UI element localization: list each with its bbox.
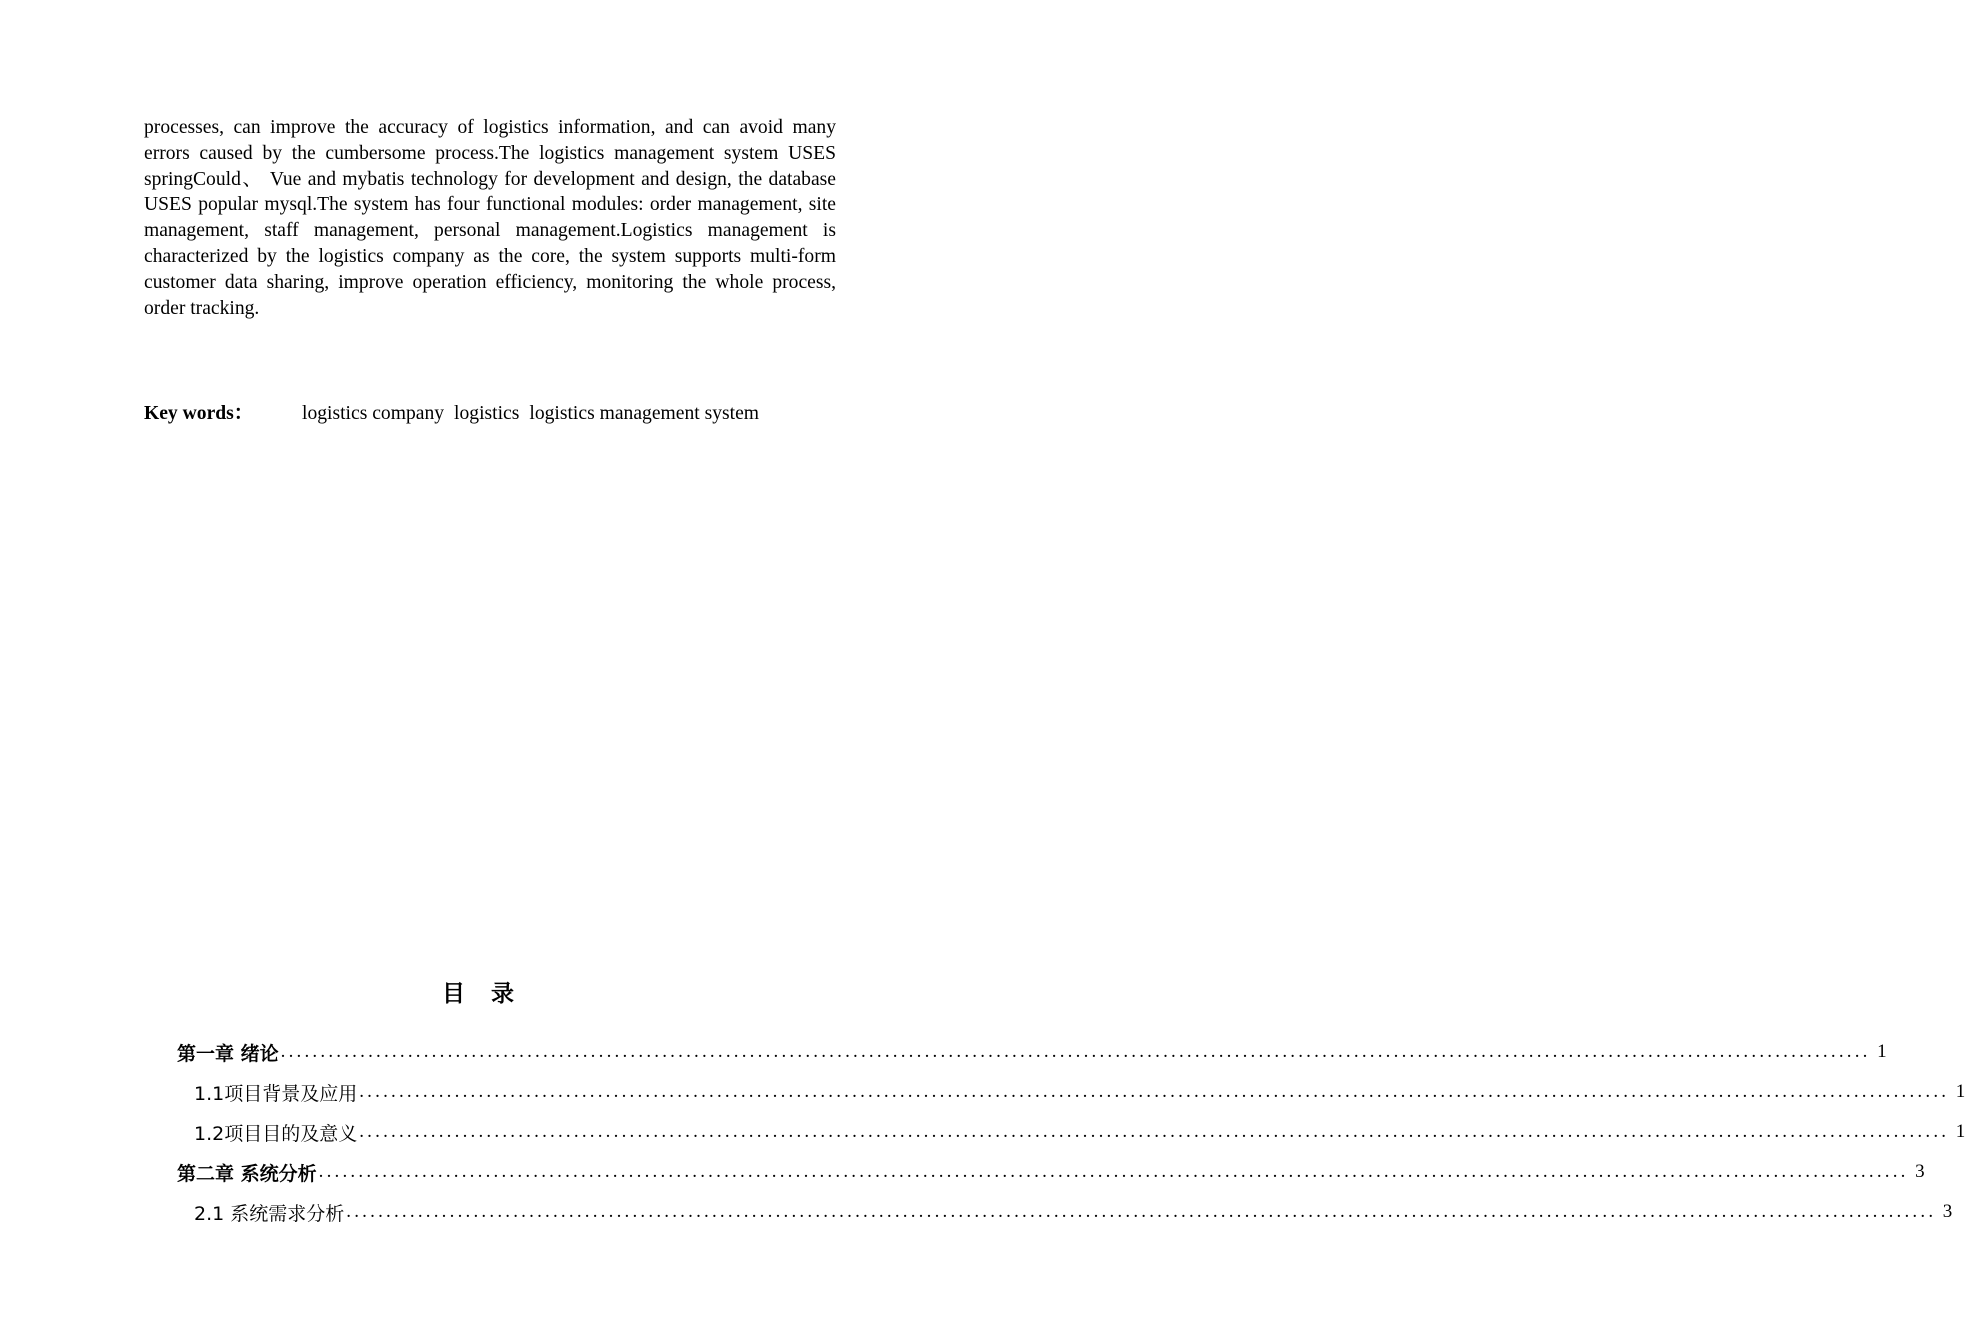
toc-leader-dots: ........................................................................................................................................................................................................	[359, 1121, 1950, 1142]
toc-entry[interactable]	[0, 1032, 1887, 1072]
toc-entry[interactable]	[0, 1152, 1925, 1192]
toc-entry-text: 1.2项目目的及意义	[194, 1122, 358, 1145]
toc-leader-dots: ........................................................................................................................................................................................................	[318, 1161, 1909, 1182]
toc-page-number: 1	[1955, 1081, 1965, 1102]
toc-leader-dots: ........................................................................................................................................................................................................	[280, 1041, 1871, 1062]
toc-page-number: 1	[1955, 1121, 1965, 1142]
toc-page-number: 1	[1877, 1041, 1887, 1062]
toc-entry[interactable]	[0, 1072, 1965, 1112]
abstract-paragraph: processes, can improve the accuracy of logistics information, and can avoid many errors caused by the cumbersome process.The logistics management system USES springCould、 Vue and mybatis technology for development and design, the database USES popular mysql.The system has four functional modules: order management, site management, staff management, personal management.Logistics management is characterized by the logistics company as the core, the system supports multi-form customer data sharing, improve operation efficiency, monitoring the whole process, order tracking.	[144, 117, 836, 319]
keyword-item: logistics company	[302, 403, 445, 424]
toc-title: 目录	[442, 981, 540, 1007]
toc-entry-text: 2.1 系统需求分析	[194, 1202, 345, 1225]
toc-page-number: 3	[1942, 1201, 1953, 1222]
toc-entry-text: 1.1项目背景及应用	[194, 1082, 358, 1105]
toc-leader-dots: ........................................................................................................................................................................................................	[359, 1081, 1950, 1102]
toc-leader-dots: ........................................................................................................................................................................................................	[346, 1201, 1937, 1222]
keywords-line	[144, 401, 864, 427]
toc-entry[interactable]	[0, 1192, 1953, 1232]
toc-entry-text: 第一章 绪论	[177, 1042, 279, 1065]
keyword-item: logistics	[454, 403, 520, 424]
toc-entry-text: 第二章 系统分析	[177, 1162, 317, 1185]
toc-page-number: 3	[1915, 1161, 1925, 1182]
toc-entry[interactable]	[0, 1112, 1965, 1152]
keyword-item: logistics management system	[529, 403, 760, 424]
keywords-label: Key words：	[144, 403, 254, 424]
